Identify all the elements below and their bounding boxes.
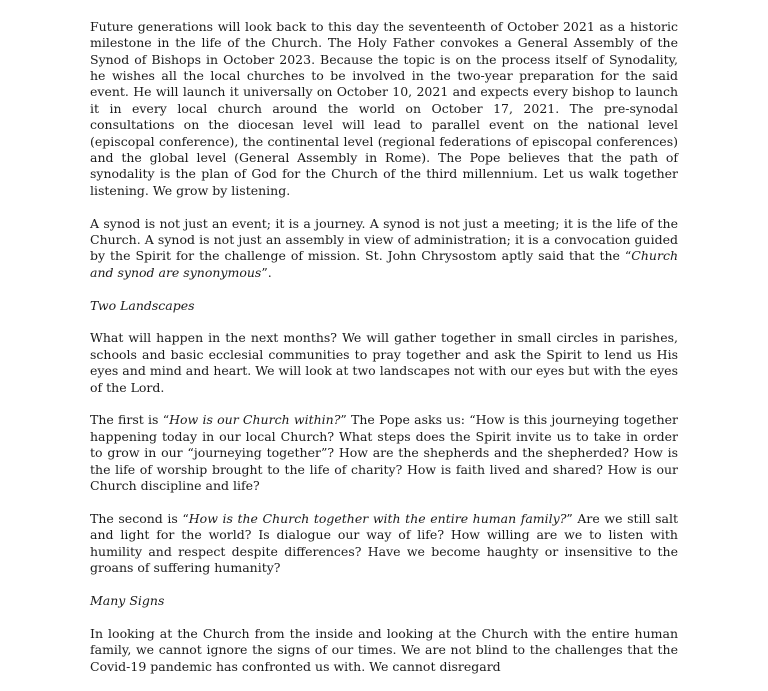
first-question-quote: How is our Church within?: [169, 412, 341, 428]
paragraph-second-landscape: [90, 511, 678, 577]
paragraph-next-months: What will happen in the next months? We will gather together in small circles in parishes, schools and basic ecclesial communities to pray together and ask the Spirit to lend us His eyes and mind and heart. We will look at two landscapes not with our eyes but with the eyes of the Lord.: [90, 330, 678, 395]
paragraph-text: The first is “: [90, 412, 170, 428]
paragraph-text-rest: ” The Pope asks us: “How is this journeying together happening today in our local Church? What steps does the Spirit invite us to take in order to grow in our “journeying together”? How are the shepherds and the shepherded? How is the life of worship brought to the life of charity? How is faith lived and shared? How is our Church discipline and life?: [90, 412, 678, 494]
document-page: [90, 0, 678, 691]
paragraph-text-end: ”.: [261, 264, 272, 280]
paragraph-text: A synod is not just an event; it is a journey. A synod is not just a meeting; it is the life of the Church. A synod is not just an assembly in view of administration; it is a convocation guided by the Spirit for the challenge of mission. St. John Chrysostom aptly said that the “: [90, 215, 678, 264]
paragraph-signs-of-times: In looking at the Church from the inside and looking at the Church with the entire human family, we cannot ignore the signs of our times. We are not blind to the challenges that the Covid-19 pandemic has confronted us with. We cannot disregard: [90, 625, 678, 674]
paragraph-first-landscape: [90, 412, 678, 494]
second-question-quote: How is the Church together with the entire human family?: [188, 510, 567, 526]
chrysostom-quote: Church and synod are synonymous: [90, 248, 678, 280]
section-heading-many-signs: Many Signs: [90, 592, 165, 608]
salutation: [90, 0, 678, 2]
paragraph-text: The second is “: [90, 510, 189, 526]
paragraph-text-rest: ” Are we still salt and light for the world? Is dialogue our way of life? How willing are we to listen with humility and respect despite differences? Have we become haughty or insensitive to the groans of suffering humanity?: [90, 510, 678, 576]
paragraph-synod-journey: [90, 216, 678, 282]
section-heading-two-landscapes: Two Landscapes: [90, 297, 195, 313]
paragraph-synod-convocation: Future generations will look back to this day the seventeenth of October 2021 as a historic milestone in the life of the Church. The Holy Father convokes a General Assembly of the Synod of Bishops in October 2023. Because the topic is on the process itself of Synodality, he wishes all the local churches to be involved in the two-year preparation for the said event. He will launch it universally on October 10, 2021 and expects every bishop to launch it in every local church around the world on October 17, 2021. The pre-synodal consultations on the diocesan level will lead to parallel event on the national level (episcopal conference), the continental level (regional federations of episcopal conferences) and the global level (General Assembly in Rome). The Pope believes that the path of synodality is the plan of God for the Church of the third millennium. Let us walk together listening. We grow by listening.: [90, 18, 678, 198]
